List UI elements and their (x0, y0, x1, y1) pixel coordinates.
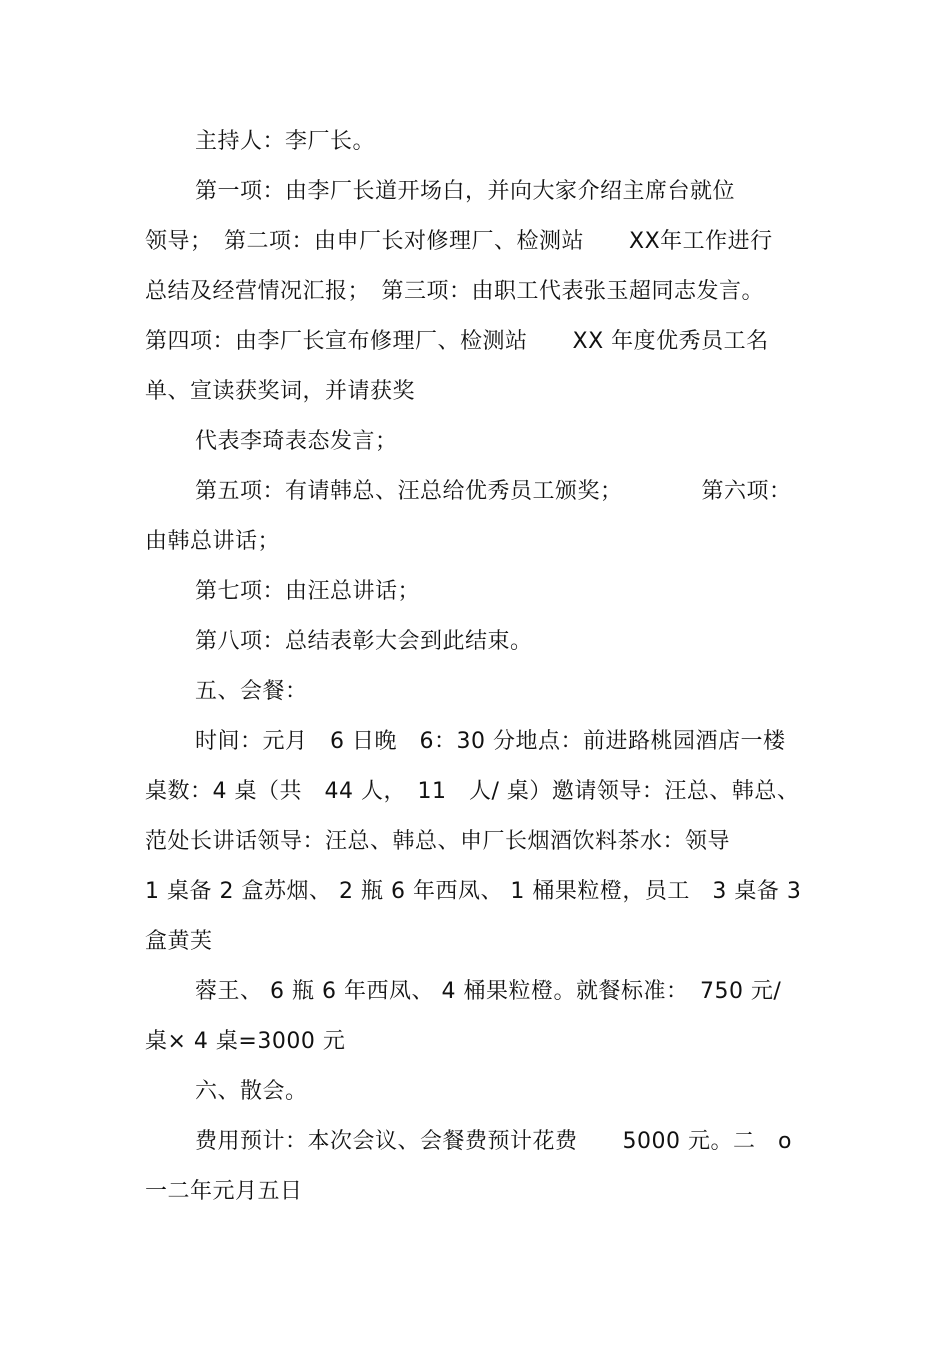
text-line-item-8: 第八项：总结表彰大会到此结束。 (195, 629, 533, 654)
text-line-date: 一二年元月五日 (145, 1179, 303, 1204)
text-line-standard: 蓉王、 6 瓶 6 年西凤、 4 桶果粒橙。就餐标准： 750 元/ (195, 979, 782, 1004)
text-line-item-7: 第七项：由汪总讲话； (195, 579, 421, 604)
text-line-tables: 桌数：4 桌（共 44 人， 11 人/ 桌）邀请领导：汪总、韩总、 (145, 779, 800, 804)
text-line-item-2: 领导； 第二项：由申厂长对修理厂、检测站 XX年工作进行 (145, 229, 773, 254)
text-line-item-5: 第五项：有请韩总、汪总给优秀员工颁奖； 第六项： (195, 479, 792, 504)
section-heading-adjourn: 六、散会。 (195, 1079, 308, 1104)
text-line-budget: 费用预计：本次会议、会餐费预计花费 5000 元。二 o (195, 1129, 792, 1154)
text-line-representative: 代表李琦表态发言； (195, 429, 398, 454)
text-line-item-6: 由韩总讲话； (145, 529, 281, 554)
text-line-item-4: 第四项：由李厂长宣布修理厂、检测站 XX 年度优秀员工名 (145, 329, 769, 354)
section-heading-dinner: 五、会餐： (195, 679, 308, 704)
text-line-item-4-cont: 单、宣读获奖词，并请获奖 (145, 379, 416, 404)
text-line-item-3: 总结及经营情况汇报； 第三项：由职工代表张玉超同志发言。 (145, 279, 765, 304)
text-line-time-location: 时间：元月 6 日晚 6：30 分地点：前进路桃园酒店一楼 (195, 729, 786, 754)
text-line-supplies-cont: 盒黄芙 (145, 929, 213, 954)
text-line-item-1: 第一项：由李厂长道开场白，并向大家介绍主席台就位 (195, 179, 736, 204)
text-line-host: 主持人：李厂长。 (195, 129, 376, 154)
text-line-total: 桌× 4 桌=3000 元 (145, 1029, 346, 1054)
text-line-speakers: 范处长讲话领导：汪总、韩总、申厂长烟酒饮料茶水：领导 (145, 829, 731, 854)
text-line-supplies: 1 桌备 2 盒苏烟、 2 瓶 6 年西凤、 1 桶果粒橙，员工 3 桌备 3 (145, 879, 802, 904)
